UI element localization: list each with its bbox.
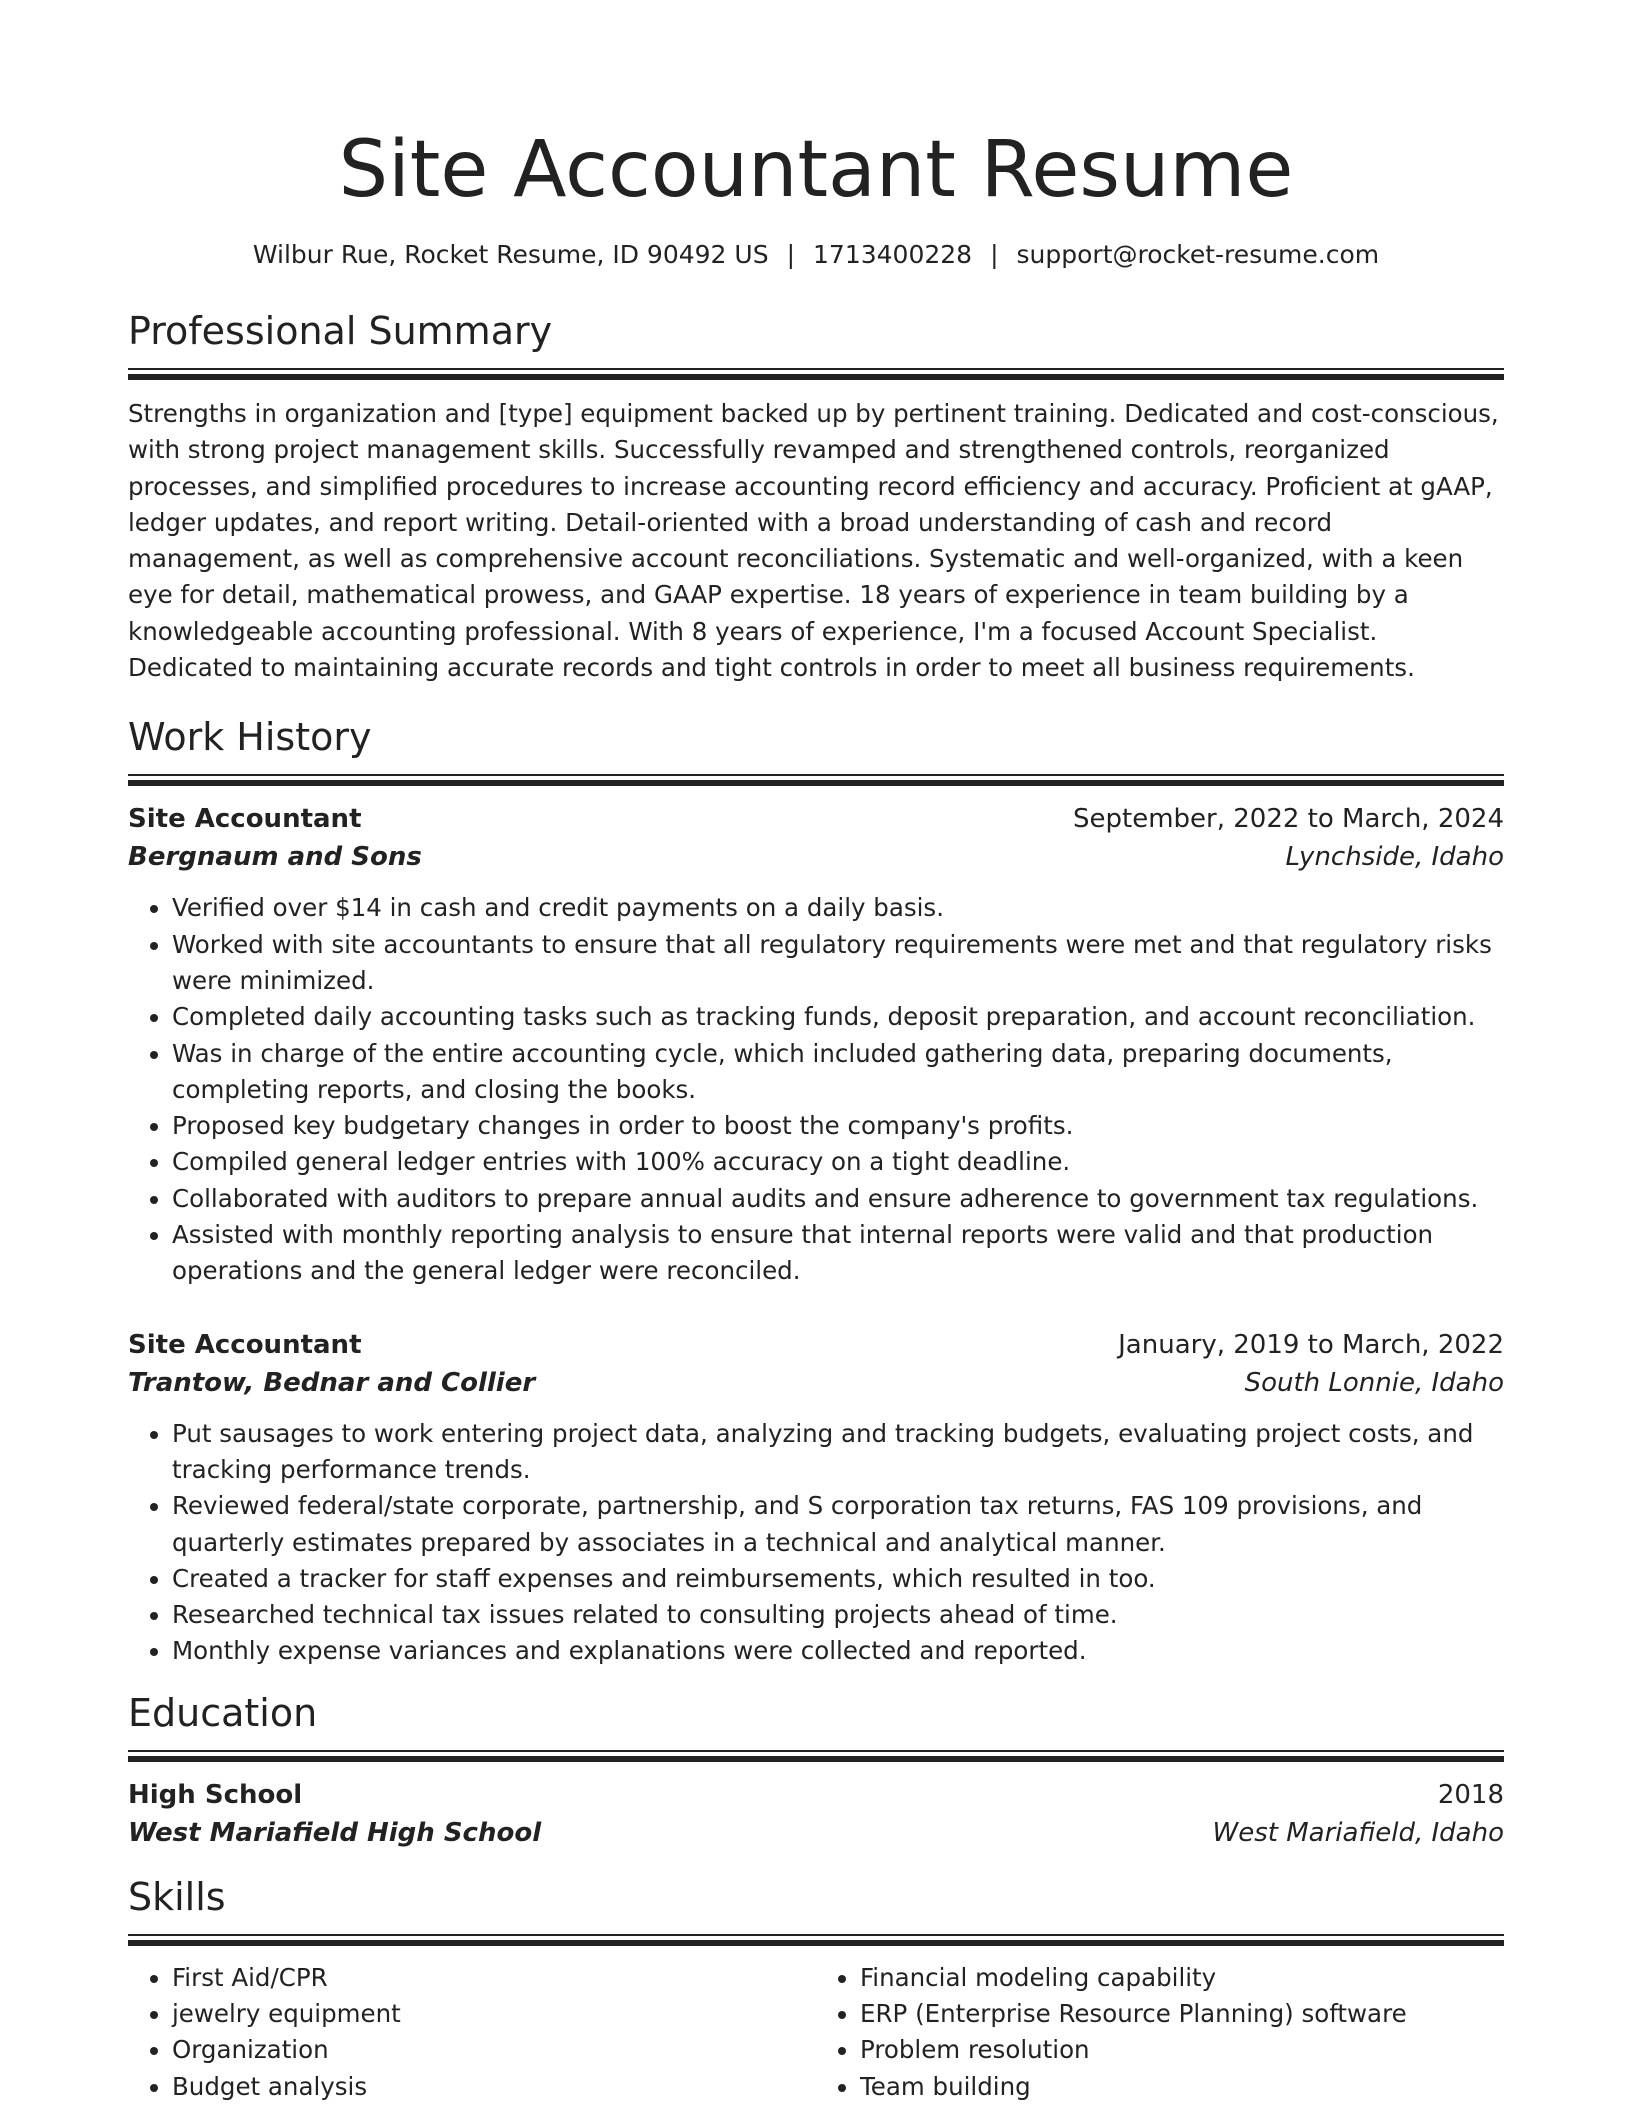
list-item: • Was in charge of the entire accounting cycle, which included gathering data, preparing documents, completing reports, and closing the books. <box>172 1036 1504 1109</box>
job-dates: January, 2019 to March, 2022 <box>1118 1329 1504 1360</box>
contact-address: Wilbur Rue, Rocket Resume, ID 90492 US <box>252 240 769 269</box>
list-item: • Created a tracker for staff expenses and reimbursements, which resulted in too. <box>172 1561 1504 1597</box>
resume-title: Site Accountant Resume <box>338 125 1294 215</box>
job-title: Site Accountant <box>128 1329 362 1360</box>
skill-item: • jewelry equipment <box>172 1996 816 2032</box>
skills-column-left <box>128 1960 816 2105</box>
list-item: • Worked with site accountants to ensure that all regulatory requirements were met and that regulatory risks were minimized. <box>172 927 1504 1000</box>
section-divider <box>128 1934 1504 1946</box>
job-entry <box>128 800 1504 1289</box>
list-item: • Put sausages to work entering project data, analyzing and tracking budgets, evaluating project costs, and tracking performance trends. <box>172 1416 1504 1489</box>
job-bullets <box>128 890 1504 1289</box>
job-location: South Lonnie, Idaho <box>1244 1367 1504 1398</box>
contact-phone: 1713400228 <box>813 240 973 269</box>
section-heading: Skills <box>128 1874 226 1919</box>
list-item: • Compiled general ledger entries with 100% accuracy on a tight deadline. <box>172 1144 1504 1180</box>
section-divider <box>128 774 1504 786</box>
contact-email: support@rocket-resume.com <box>1016 240 1380 269</box>
skill-item: • Team building <box>860 2069 1504 2105</box>
contact-separator: | <box>990 240 999 269</box>
list-item: • Reviewed federal/state corporate, partnership, and S corporation tax returns, FAS 109 provisions, and quarterly estimates prepared by associates in a technical and analytical manner. <box>172 1488 1504 1561</box>
section-divider <box>128 368 1504 380</box>
list-item: • Proposed key budgetary changes in order to boost the company's profits. <box>172 1108 1504 1144</box>
skill-item: • First Aid/CPR <box>172 1960 816 1996</box>
job-entry <box>128 1326 1504 1670</box>
education-section <box>128 1688 1504 1852</box>
list-item: • Verified over $14 in cash and credit payments on a daily basis. <box>172 890 1504 926</box>
education-entry <box>128 1776 1504 1852</box>
contact-line <box>128 238 1504 272</box>
school-name: West Mariafield High School <box>128 1817 542 1848</box>
skills-list <box>128 1960 1504 2105</box>
list-item: • Completed daily accounting tasks such as tracking funds, deposit preparation, and account reconciliation. <box>172 999 1504 1035</box>
list-item: • Assisted with monthly reporting analysis to ensure that internal reports were valid and that production operations and the general ledger were reconciled. <box>172 1217 1504 1290</box>
section-heading: Work History <box>128 715 372 760</box>
work-history-section <box>128 712 1504 1669</box>
skill-item: • Budget analysis <box>172 2069 816 2105</box>
section-heading: Education <box>128 1690 318 1735</box>
list-item: • Researched technical tax issues related to consulting projects ahead of time. <box>172 1597 1504 1633</box>
school-location: West Mariafield, Idaho <box>1212 1817 1504 1848</box>
summary-text: Strengths in organization and [type] equipment backed up by pertinent training. Dedicated and cost-conscious, with strong project management skills. Successfully revamped and strengthened controls, reorganized processes, and simplified procedures to increase accounting record efficiency and accuracy. Proficient at gAAP, ledger updates, and report writing. Detail-oriented with a broad understanding of cash and record management, as well as comprehensive account reconciliations. Systematic and well-organized, with a keen eye for detail, mathematical prowess, and GAAP expertise. 18 years of experience in team building by a knowledgeable accounting professional. With 8 years of experience, I'm a focused Account Specialist. Dedicated to maintaining accurate records and tight controls in order to meet all business requirements. <box>128 399 1499 683</box>
skill-item: • Organization <box>172 2032 816 2068</box>
skill-item: • Financial modeling capability <box>860 1960 1504 1996</box>
job-title: Site Accountant <box>128 804 362 835</box>
graduation-year: 2018 <box>1437 1779 1504 1810</box>
skills-column-right <box>816 1960 1504 2105</box>
degree: High School <box>128 1779 303 1810</box>
job-bullets <box>128 1416 1504 1670</box>
company-name: Trantow, Bednar and Collier <box>128 1367 536 1398</box>
skills-section <box>128 1872 1504 2105</box>
list-item: • Collaborated with auditors to prepare annual audits and ensure adherence to government tax regulations. <box>172 1181 1504 1217</box>
section-heading: Professional Summary <box>128 309 553 353</box>
job-location: Lynchside, Idaho <box>1285 842 1504 873</box>
contact-separator: | <box>786 240 796 269</box>
skill-item: • Problem resolution <box>860 2032 1504 2068</box>
professional-summary-section <box>128 306 1504 686</box>
section-divider <box>128 1750 1504 1762</box>
company-name: Bergnaum and Sons <box>128 842 422 873</box>
list-item: • Monthly expense variances and explanations were collected and reported. <box>172 1633 1504 1669</box>
skill-item: • ERP (Enterprise Resource Planning) software <box>860 1996 1504 2032</box>
job-dates: September, 2022 to March, 2024 <box>1073 804 1504 835</box>
